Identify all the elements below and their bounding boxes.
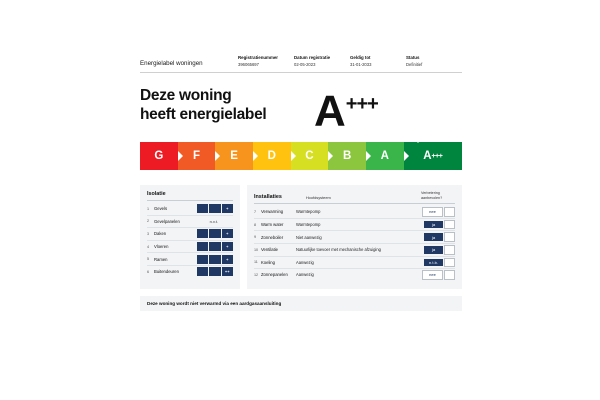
row-label: Vloeren: [154, 244, 169, 250]
row-number: 1: [147, 206, 150, 211]
rating-not-applicable: n.v.t.: [209, 218, 218, 224]
detail-panels: [140, 185, 462, 289]
scale-segment-a: [366, 142, 404, 170]
scale-letter: A: [423, 150, 432, 162]
improvement-badge: nee: [422, 270, 443, 280]
scale-segment-g: [140, 142, 178, 170]
row-number: 4: [147, 244, 150, 249]
energy-label-document: [140, 42, 462, 362]
table-row: [254, 257, 455, 270]
installaties-panel: [247, 185, 462, 289]
header-meta: [238, 54, 462, 68]
row-label: Verwarming: [261, 209, 284, 215]
improvement-placeholder: [444, 270, 455, 280]
row-number: 10: [254, 247, 259, 252]
row-number: 2: [147, 219, 150, 224]
row-label: Ramen: [154, 256, 168, 262]
scale-segment-c: [291, 142, 329, 170]
row-system: Aanwezig: [296, 259, 314, 265]
table-row: [254, 269, 455, 281]
meta-status: [406, 54, 462, 68]
scale-letter: B: [342, 150, 352, 162]
energy-class-letter: A: [314, 86, 346, 136]
current-class-marker: [412, 136, 424, 143]
row-label: Ventilatie: [261, 247, 278, 253]
rating-value: +: [222, 229, 234, 238]
improvement-badge: ja: [424, 221, 443, 229]
table-row: [147, 241, 233, 254]
improvement-badge: ja: [424, 233, 443, 241]
table-row: [147, 216, 233, 229]
meta-label: Registratienummer: [238, 55, 279, 60]
row-number: 11: [254, 260, 258, 265]
improvement-placeholder: [444, 245, 455, 255]
scale-segment-d: [253, 142, 291, 170]
table-row: [254, 244, 455, 257]
row-number: 12: [254, 272, 259, 277]
hero-line-1: Deze woning: [140, 87, 232, 104]
improvement-placeholder: [444, 220, 455, 230]
row-number: 7: [254, 209, 257, 214]
row-label: Koeling: [261, 259, 275, 265]
row-number: 9: [254, 235, 257, 240]
rating-bars: [197, 242, 234, 251]
scale-letter-plus: +++: [431, 152, 443, 160]
table-row: [254, 206, 455, 219]
meta-value: 396065697: [238, 62, 259, 67]
hero-section: [140, 84, 462, 136]
table-row: [254, 219, 455, 232]
row-system: Niet aanwezig: [296, 234, 322, 240]
improvement-badge: n.t.b.: [424, 259, 443, 267]
row-number: 5: [147, 257, 150, 262]
hero-line-2: heeft energielabel: [140, 106, 267, 123]
improvement-placeholder: [444, 258, 455, 268]
column-header-system: Hoofdsysteem: [305, 195, 331, 201]
row-label: Zonnepanelen: [261, 272, 288, 278]
scale-letter: A: [380, 150, 389, 162]
row-system: Natuurlijke toevoer met mechanische afzuiging: [296, 247, 381, 253]
meta-datum-registratie: [294, 54, 350, 68]
row-label: Daken: [154, 231, 167, 237]
rating-bars: [197, 229, 234, 238]
rating-bars: [197, 255, 234, 264]
meta-geldig-tot: [350, 54, 406, 68]
row-label: Gevelpanelen: [154, 218, 180, 224]
scale-letter: D: [267, 150, 276, 162]
scale-segment-f: [178, 142, 216, 170]
meta-value: 02-05-2023: [294, 62, 316, 67]
scale-segment-e: [215, 142, 253, 170]
table-row: [147, 253, 233, 266]
rating-value: +: [222, 255, 234, 264]
scale-letter: E: [230, 150, 238, 162]
meta-label: Datum registratie: [294, 55, 331, 60]
rating-bars: [197, 204, 234, 213]
row-number: 6: [147, 269, 150, 274]
table-row: [254, 231, 455, 244]
isolatie-title: Isolatie: [147, 191, 166, 197]
rating-value: +: [222, 204, 234, 213]
footer-note: Deze woning wordt niet verwarmd via een aardgasaansluiting: [140, 296, 462, 311]
table-row: [147, 228, 233, 241]
table-row: [147, 203, 233, 216]
column-header-improvement: Verbetering aanbevolen?: [421, 191, 443, 200]
improvement-badge: nee: [422, 207, 443, 217]
meta-label: Status: [406, 55, 420, 60]
row-label: Gevels: [154, 206, 168, 212]
installaties-header: [254, 191, 455, 204]
row-label: Zonneboiler: [261, 234, 284, 240]
energy-class-large: [314, 84, 378, 136]
improvement-badge: ja: [424, 246, 443, 254]
installaties-title: Installaties: [254, 194, 282, 201]
meta-value: 31-01-2033: [350, 62, 372, 67]
document-title: Energielabel woningen: [140, 60, 203, 67]
energy-class-plus: +++: [345, 93, 378, 115]
row-label: Warm water: [261, 222, 284, 228]
meta-value: Definitief: [406, 62, 423, 67]
scale-letter: G: [154, 150, 164, 162]
scale-letter: C: [305, 150, 314, 162]
hero-text: [140, 84, 308, 124]
energy-scale: [140, 142, 462, 176]
row-number: 8: [254, 222, 257, 227]
row-number: 3: [147, 231, 150, 236]
meta-label: Geldig tot: [350, 55, 371, 60]
improvement-placeholder: [444, 232, 455, 242]
meta-registratienummer: [238, 54, 294, 68]
rating-value: +: [222, 242, 234, 251]
isolatie-header: [147, 191, 233, 201]
scale-segment-b: [328, 142, 366, 170]
scale-letter: F: [192, 150, 200, 162]
row-system: Warmtepomp: [296, 222, 321, 228]
row-system: Warmtepomp: [296, 209, 321, 215]
document-header: [140, 42, 462, 73]
isolatie-panel: [140, 185, 240, 289]
row-system: Aanwezig: [296, 272, 314, 278]
row-label: Buitendeuren: [154, 269, 179, 275]
table-row: [147, 266, 233, 278]
improvement-placeholder: [444, 207, 455, 217]
rating-bars: [197, 267, 234, 276]
rating-value: ++: [222, 267, 234, 276]
scale-segment-a-plus-plus-plus: [404, 142, 462, 170]
